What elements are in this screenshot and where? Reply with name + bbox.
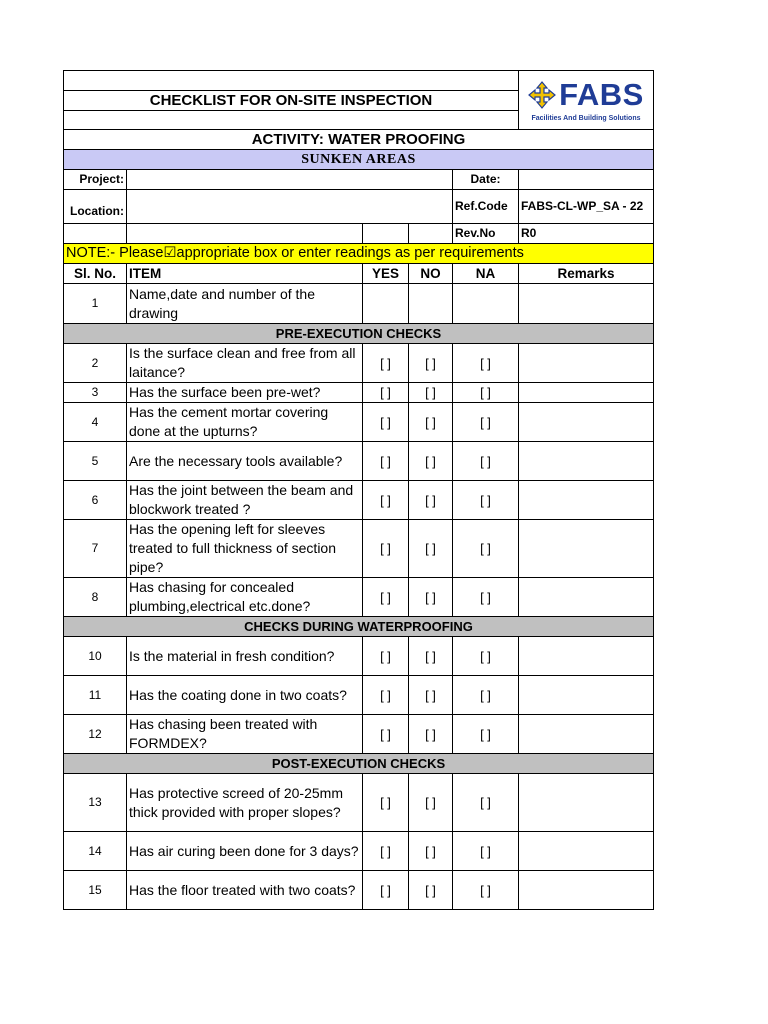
header-blank-bottom [64, 111, 519, 130]
header-item: ITEM [127, 264, 363, 284]
yes-checkbox[interactable]: [ ] [363, 578, 409, 617]
row-item-text: Has chasing for concealed plumbing,electrical etc.done? [127, 578, 363, 617]
remarks-cell[interactable] [519, 520, 654, 578]
header-no: NO [409, 264, 453, 284]
remarks-cell[interactable] [519, 832, 654, 871]
yes-checkbox[interactable]: [ ] [363, 715, 409, 754]
row-number: 7 [64, 520, 127, 578]
header-yes: YES [363, 264, 409, 284]
logo-wordmark: FABS [559, 76, 644, 112]
row-item-text: Is the material in fresh condition? [127, 637, 363, 676]
no-checkbox[interactable]: [ ] [409, 383, 453, 403]
remarks-cell[interactable] [519, 676, 654, 715]
rev-value: R0 [519, 224, 654, 244]
no-checkbox[interactable]: [ ] [409, 344, 453, 383]
yes-checkbox[interactable]: [ ] [363, 481, 409, 520]
yes-checkbox[interactable]: [ ] [363, 676, 409, 715]
rev-blank-3 [363, 224, 409, 244]
na-cell[interactable] [453, 284, 519, 324]
row-number: 10 [64, 637, 127, 676]
row-number: 6 [64, 481, 127, 520]
section-pre-execution: PRE-EXECUTION CHECKS [64, 324, 654, 344]
ref-code-value: FABS-CL-WP_SA - 22 [519, 190, 654, 224]
yes-checkbox[interactable]: [ ] [363, 774, 409, 832]
row-item-text: Has the coating done in two coats? [127, 676, 363, 715]
no-checkbox[interactable]: [ ] [409, 715, 453, 754]
remarks-cell[interactable] [519, 637, 654, 676]
no-checkbox[interactable]: [ ] [409, 442, 453, 481]
remarks-cell[interactable] [519, 871, 654, 910]
remarks-cell[interactable] [519, 383, 654, 403]
na-checkbox[interactable]: [ ] [453, 403, 519, 442]
no-checkbox[interactable]: [ ] [409, 637, 453, 676]
row-item-text: Has air curing been done for 3 days? [127, 832, 363, 871]
na-checkbox[interactable]: [ ] [453, 715, 519, 754]
na-checkbox[interactable]: [ ] [453, 520, 519, 578]
row-item-text: Has the opening left for sleeves treated to full thickness of section pipe? [127, 520, 363, 578]
row-number: 15 [64, 871, 127, 910]
row-number: 4 [64, 403, 127, 442]
no-checkbox[interactable]: [ ] [409, 481, 453, 520]
rev-blank-1 [64, 224, 127, 244]
header-sl-no: Sl. No. [64, 264, 127, 284]
na-checkbox[interactable]: [ ] [453, 774, 519, 832]
yes-checkbox[interactable]: [ ] [363, 637, 409, 676]
yes-checkbox[interactable]: [ ] [363, 520, 409, 578]
row-item-text: Has the floor treated with two coats? [127, 871, 363, 910]
subtitle-band: SUNKEN AREAS [64, 150, 654, 170]
activity-title: ACTIVITY: WATER PROOFING [64, 130, 654, 150]
na-checkbox[interactable]: [ ] [453, 871, 519, 910]
row-number: 5 [64, 442, 127, 481]
no-checkbox[interactable]: [ ] [409, 578, 453, 617]
yes-checkbox[interactable]: [ ] [363, 383, 409, 403]
company-logo [519, 71, 654, 130]
row-number: 3 [64, 383, 127, 403]
no-checkbox[interactable]: [ ] [409, 520, 453, 578]
na-checkbox[interactable]: [ ] [453, 676, 519, 715]
header-na: NA [453, 264, 519, 284]
row-item-text: Has the joint between the beam and blockwork treated ? [127, 481, 363, 520]
no-checkbox[interactable]: [ ] [409, 774, 453, 832]
yes-checkbox[interactable]: [ ] [363, 403, 409, 442]
no-checkbox[interactable]: [ ] [409, 676, 453, 715]
remarks-cell[interactable] [519, 774, 654, 832]
rev-label: Rev.No [453, 224, 519, 244]
yes-cell[interactable] [363, 284, 409, 324]
remarks-cell[interactable] [519, 284, 654, 324]
note-text-start: NOTE:- Please [66, 245, 164, 261]
na-checkbox[interactable]: [ ] [453, 383, 519, 403]
header-remarks: Remarks [519, 264, 654, 284]
remarks-cell[interactable] [519, 344, 654, 383]
checklist-sheet [63, 70, 653, 910]
row-number: 12 [64, 715, 127, 754]
remarks-cell[interactable] [519, 578, 654, 617]
note-text-end: appropriate box or enter readings as per requirements [176, 245, 524, 261]
instruction-note [64, 244, 654, 264]
row-number: 14 [64, 832, 127, 871]
rev-blank-4 [409, 224, 453, 244]
no-checkbox[interactable]: [ ] [409, 871, 453, 910]
row-number: 1 [64, 284, 127, 324]
location-label: Location: [64, 190, 127, 224]
row-number: 13 [64, 774, 127, 832]
row-item-text: Has chasing been treated with FORMDEX? [127, 715, 363, 754]
ref-code-label: Ref.Code [453, 190, 519, 224]
no-cell[interactable] [409, 284, 453, 324]
row-item-text: Has the cement mortar covering done at the upturns? [127, 403, 363, 442]
logo-tagline: Facilities And Building Solutions [531, 114, 641, 122]
date-label: Date: [453, 170, 519, 190]
remarks-cell[interactable] [519, 481, 654, 520]
section-post-execution: POST-EXECUTION CHECKS [64, 754, 654, 774]
na-checkbox[interactable]: [ ] [453, 637, 519, 676]
date-field[interactable] [519, 170, 654, 190]
remarks-cell[interactable] [519, 715, 654, 754]
project-field[interactable] [127, 170, 453, 190]
row-item-text: Name,date and number of the drawing [127, 284, 363, 324]
no-checkbox[interactable]: [ ] [409, 403, 453, 442]
yes-checkbox[interactable]: [ ] [363, 871, 409, 910]
no-checkbox[interactable]: [ ] [409, 832, 453, 871]
na-checkbox[interactable]: [ ] [453, 578, 519, 617]
remarks-cell[interactable] [519, 442, 654, 481]
na-checkbox[interactable]: [ ] [453, 344, 519, 383]
row-number: 8 [64, 578, 127, 617]
cross-arrows-icon [528, 81, 556, 109]
section-during-waterproofing: CHECKS DURING WATERPROOFING [64, 617, 654, 637]
na-checkbox[interactable]: [ ] [453, 481, 519, 520]
row-item-text: Has the surface been pre-wet? [127, 383, 363, 403]
yes-checkbox[interactable]: [ ] [363, 344, 409, 383]
row-number: 2 [64, 344, 127, 383]
page-title: CHECKLIST FOR ON-SITE INSPECTION [64, 91, 519, 111]
remarks-cell[interactable] [519, 403, 654, 442]
project-label: Project: [64, 170, 127, 190]
checkbox-icon: ☑ [163, 245, 177, 261]
row-number: 11 [64, 676, 127, 715]
yes-checkbox[interactable]: [ ] [363, 832, 409, 871]
yes-checkbox[interactable]: [ ] [363, 442, 409, 481]
rev-blank-2 [127, 224, 363, 244]
location-field[interactable] [127, 190, 453, 224]
header-blank-top [64, 71, 519, 91]
row-item-text: Has protective screed of 20-25mm thick provided with proper slopes? [127, 774, 363, 832]
na-checkbox[interactable]: [ ] [453, 442, 519, 481]
na-checkbox[interactable]: [ ] [453, 832, 519, 871]
row-item-text: Are the necessary tools available? [127, 442, 363, 481]
checklist-table [63, 70, 654, 910]
row-item-text: Is the surface clean and free from all laitance? [127, 344, 363, 383]
